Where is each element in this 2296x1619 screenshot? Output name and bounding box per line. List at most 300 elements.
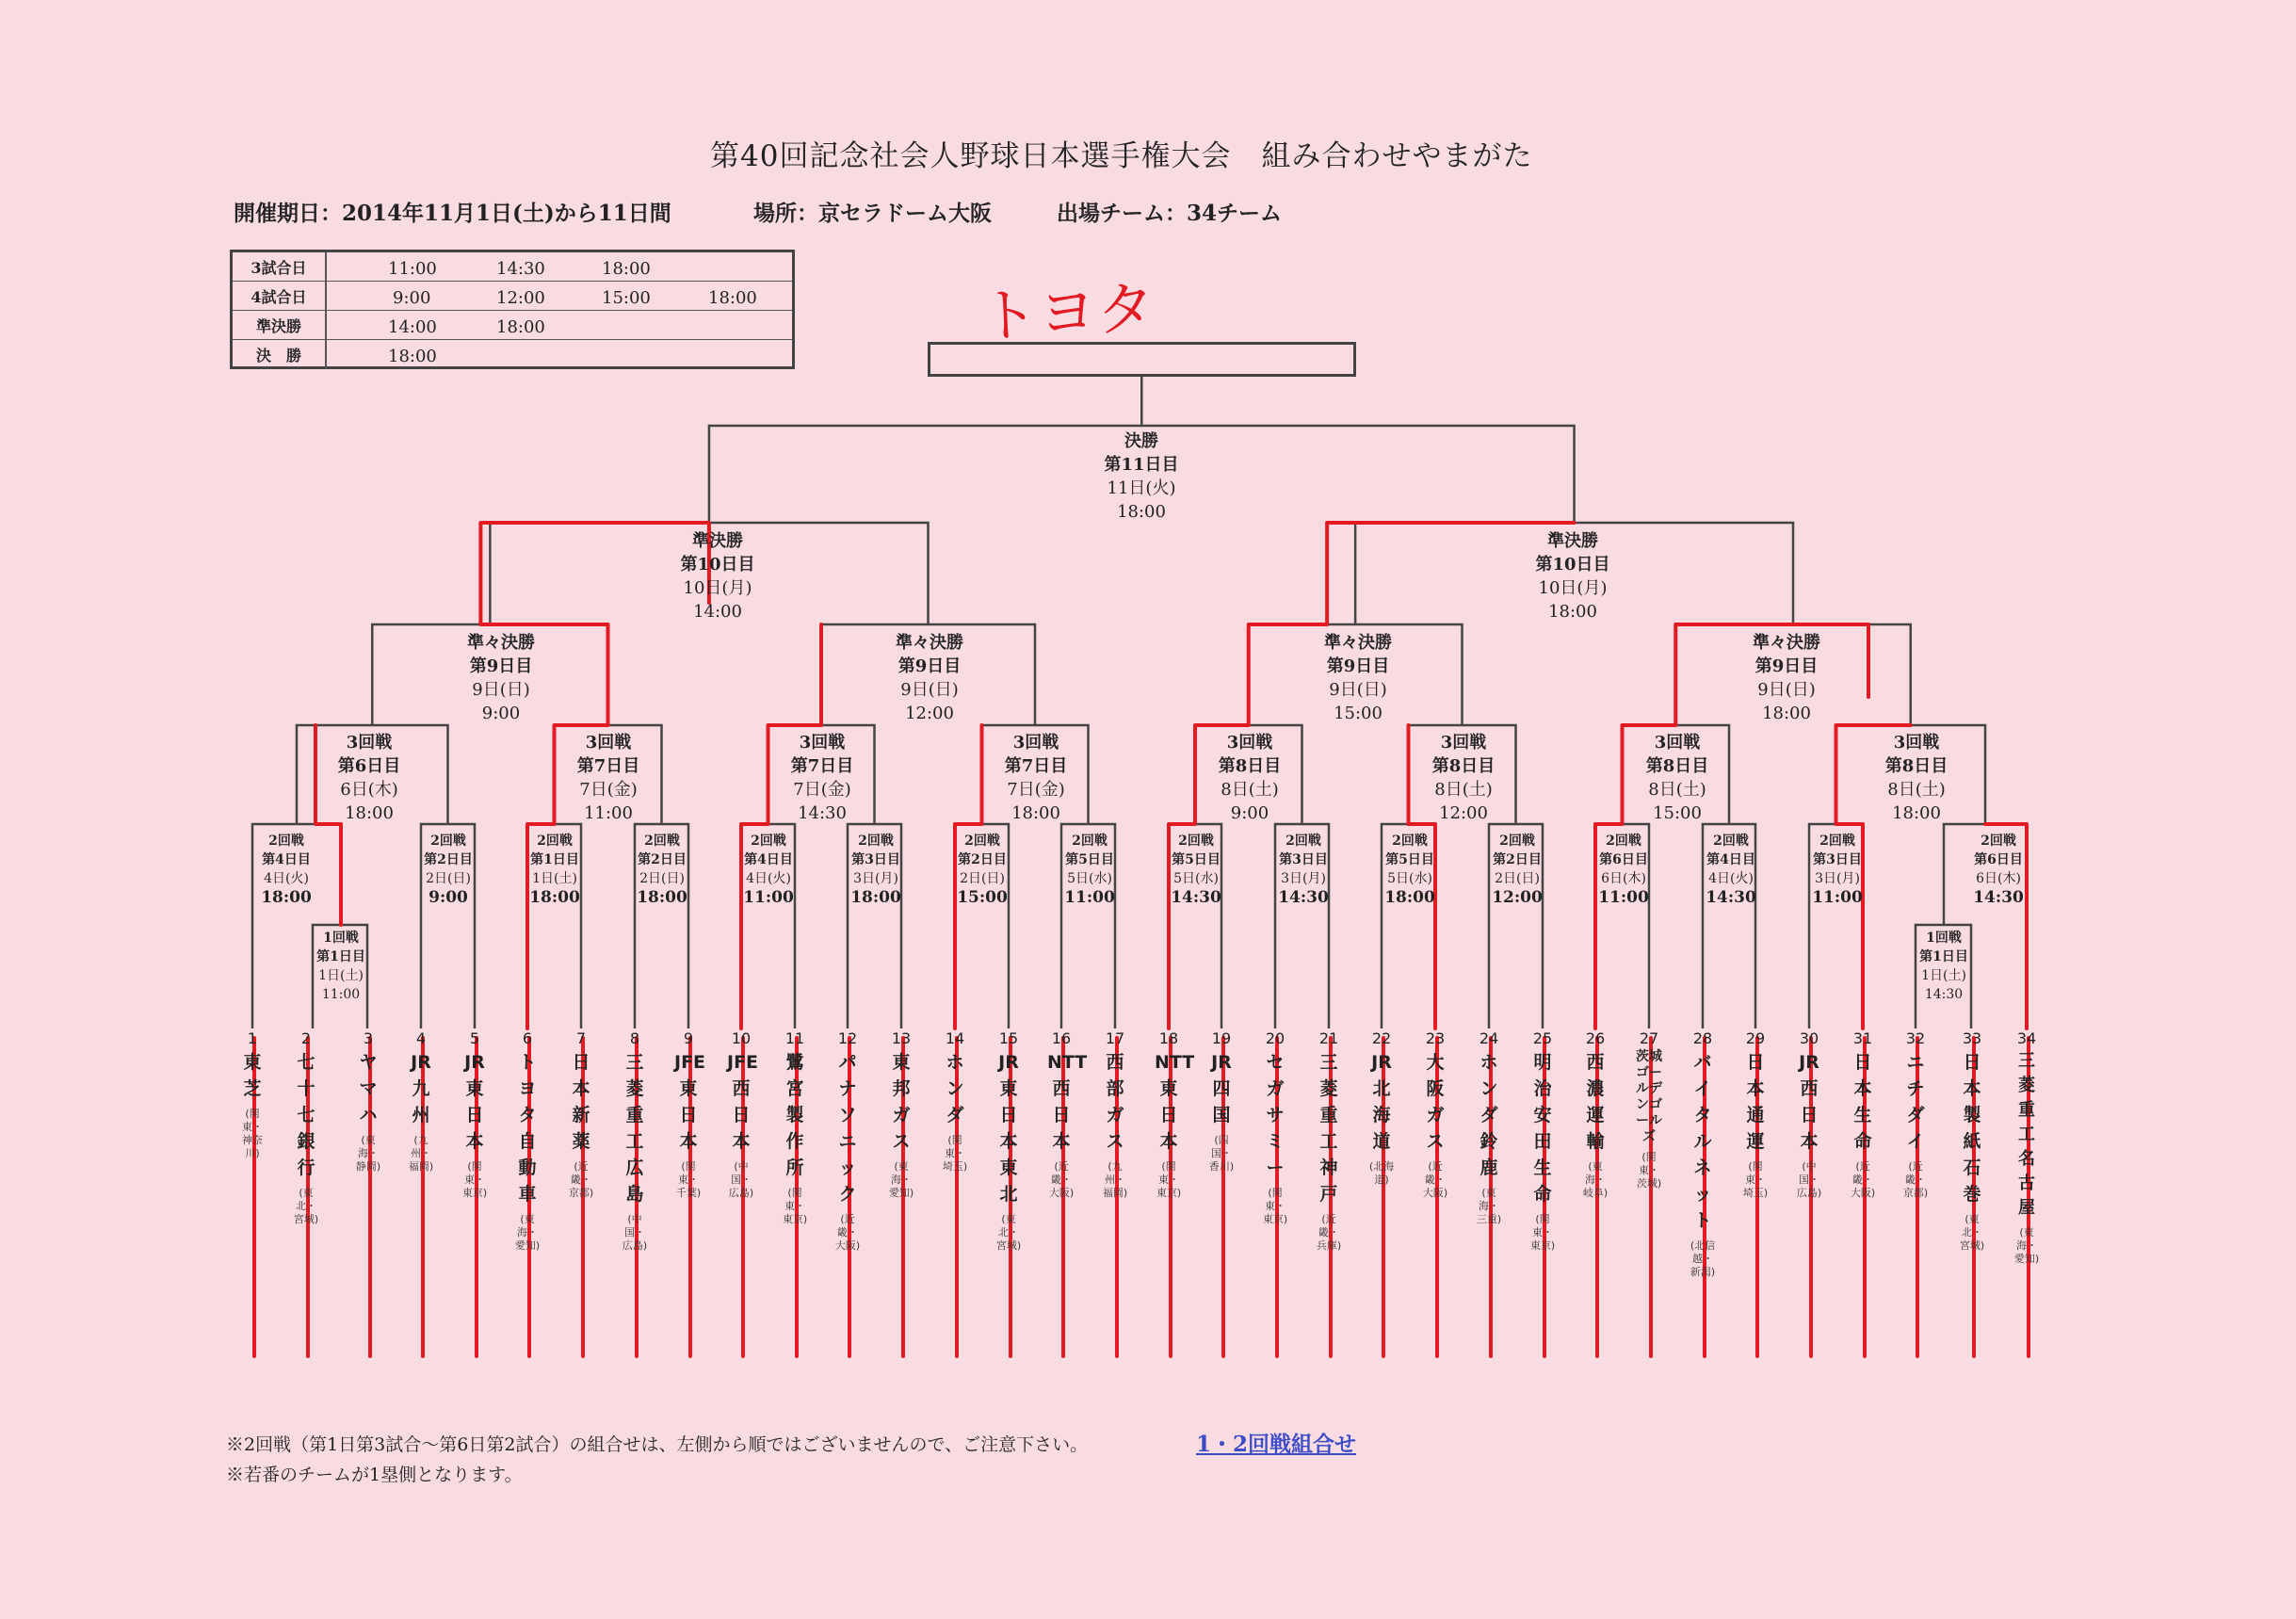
match-round: 3回戦 <box>1012 733 1059 753</box>
team-number: 26 <box>1585 1029 1606 1047</box>
team-slot-18 <box>1155 1029 1195 1200</box>
team-slot-19 <box>1207 1030 1236 1174</box>
match-qf <box>1753 631 1820 725</box>
match-qf <box>1324 631 1392 725</box>
match-day: 第6日目 <box>337 756 401 776</box>
match-date: 4日(火) <box>1708 871 1754 886</box>
team-slot-16 <box>1047 1029 1088 1200</box>
schedule-label: 準決勝 <box>233 311 327 339</box>
team-name: トヨタ自動車 <box>518 1052 537 1205</box>
match-r2 <box>1706 832 1756 907</box>
team-region: (近畿・大阪) <box>834 1213 861 1252</box>
team-name: ニチダイ <box>1906 1052 1925 1152</box>
team-name: ホンダ <box>946 1052 964 1125</box>
match-date: 2日(日) <box>960 871 1005 886</box>
schedule-time: 14:30 <box>496 259 545 279</box>
team-slot-11 <box>781 1030 809 1226</box>
match-date: 5日(水) <box>1173 871 1219 886</box>
schedule-label: 3試合日 <box>233 252 327 281</box>
match-time: 11:00 <box>1812 888 1863 907</box>
event-teams: 出場チーム：34チーム <box>1057 201 1283 226</box>
team-number: 29 <box>1745 1029 1766 1047</box>
match-time: 11:00 <box>743 888 794 907</box>
team-region: (近畿・大阪) <box>1422 1160 1448 1199</box>
match-date: 7日(金) <box>1007 780 1065 800</box>
match-r2 <box>1278 832 1329 907</box>
match-r2 <box>1064 832 1115 907</box>
team-number: 13 <box>891 1029 912 1047</box>
match-round: 3回戦 <box>799 733 846 753</box>
team-region: (関東・埼玉) <box>1742 1160 1769 1199</box>
team-slot-27 <box>1635 1030 1663 1190</box>
match-round: 2回戦 <box>1285 834 1321 849</box>
team-slot-4 <box>407 1030 435 1174</box>
team-region: (近畿・京都) <box>1902 1160 1929 1199</box>
match-round: 準決勝 <box>692 531 743 551</box>
match-day: 第7日目 <box>1004 756 1068 776</box>
match-r2 <box>743 832 794 907</box>
match-semi-right <box>1535 529 1609 623</box>
schedule-time: 12:00 <box>496 288 545 308</box>
team-slot-5 <box>461 1030 489 1200</box>
match-day: 第2日目 <box>958 852 1007 867</box>
team-region: (四国・香川) <box>1208 1134 1235 1173</box>
team-name: 日本通運 <box>1746 1052 1765 1152</box>
event-venue: 場所：京セラドーム大阪 <box>753 201 992 226</box>
team-name: JR西日本 <box>1799 1052 1819 1152</box>
team-region: (関東・東京) <box>1156 1160 1182 1199</box>
team-region: (東北・宮城) <box>293 1187 319 1225</box>
team-number: 17 <box>1105 1029 1125 1047</box>
match-final <box>1104 429 1178 524</box>
match-date: 9日(日) <box>900 680 959 700</box>
team-name: 七十七銀行 <box>297 1052 315 1178</box>
team-number: 3 <box>363 1029 374 1047</box>
match-day: 第2日目 <box>638 852 687 867</box>
match-round: 2回戦 <box>1072 834 1108 849</box>
match-round: 3回戦 <box>346 733 393 753</box>
match-r2 <box>1171 832 1221 907</box>
schedule-time: 18:00 <box>388 347 437 366</box>
match-round: 1回戦 <box>323 931 359 946</box>
match-time: 14:30 <box>1973 888 2024 907</box>
team-region: (近畿・大阪) <box>1850 1160 1876 1199</box>
match-time: 18:00 <box>1548 602 1597 622</box>
team-region: (近畿・京都) <box>568 1160 594 1199</box>
team-region: (関東・茨城) <box>1636 1151 1662 1190</box>
match-r2 <box>1598 832 1649 907</box>
match-date: 8日(土) <box>1648 780 1706 800</box>
team-number: 32 <box>1905 1029 1926 1047</box>
team-slot-33 <box>1958 1030 1986 1253</box>
match-round: 準々決勝 <box>467 633 535 653</box>
team-slot-25 <box>1528 1030 1557 1253</box>
team-name: JFE西日本 <box>727 1052 759 1152</box>
team-region: (東海・静岡) <box>355 1134 381 1173</box>
match-date: 3日(月) <box>1815 871 1860 886</box>
team-name: 西濃運輸 <box>1586 1052 1605 1152</box>
team-number: 33 <box>1962 1029 1982 1047</box>
match-day: 第3日目 <box>1813 852 1862 867</box>
match-r2 <box>850 832 901 907</box>
match-day: 第4日目 <box>1706 852 1755 867</box>
match-r1 <box>1919 929 1968 1004</box>
match-r3 <box>1005 731 1068 825</box>
team-region: (関東・東京) <box>782 1187 808 1225</box>
match-round: 2回戦 <box>964 834 1000 849</box>
match-round: 2回戦 <box>1392 834 1428 849</box>
team-number: 9 <box>683 1029 694 1047</box>
team-name: 大阪ガス <box>1426 1052 1445 1152</box>
schedule-label: 決 勝 <box>233 340 327 369</box>
match-round: 2回戦 <box>268 834 304 849</box>
team-name: JR九州 <box>411 1052 431 1125</box>
match-time: 15:00 <box>957 888 1008 907</box>
match-day: 第9日目 <box>469 656 533 676</box>
team-name: JR北海道 <box>1371 1052 1392 1152</box>
match-round: 決勝 <box>1124 431 1158 451</box>
team-region: (近畿・兵庫) <box>1316 1213 1342 1252</box>
page-title: 第40回記念社会人野球日本選手権大会 組み合わせやまがた <box>710 139 1533 173</box>
team-region: (九州・福岡) <box>408 1134 434 1173</box>
match-date: 9日(日) <box>1329 680 1387 700</box>
match-date: 4日(火) <box>746 871 791 886</box>
match-date: 9日(日) <box>472 680 530 700</box>
schedule-time: 14:00 <box>388 317 437 337</box>
team-number: 28 <box>1692 1029 1713 1047</box>
match-time: 11:00 <box>1598 888 1649 907</box>
team-region: (東海・愛知) <box>888 1160 914 1199</box>
match-date: 9日(日) <box>1757 680 1816 700</box>
match-time: 18:00 <box>1011 803 1060 823</box>
winner-marker <box>741 624 821 1028</box>
team-region: (関東・東京) <box>1262 1187 1288 1225</box>
match-day: 第2日目 <box>1493 852 1542 867</box>
match-date: 2日(日) <box>639 871 685 886</box>
match-day: 第11日目 <box>1104 455 1179 475</box>
team-number: 15 <box>998 1029 1019 1047</box>
match-time: 15:00 <box>1334 704 1382 723</box>
team-slot-32 <box>1901 1030 1930 1200</box>
match-date: 8日(土) <box>1221 780 1279 800</box>
match-time: 14:30 <box>1706 888 1756 907</box>
team-name: 明治安田生命 <box>1533 1052 1552 1205</box>
match-day: 第7日目 <box>790 756 854 776</box>
match-time: 14:30 <box>1924 987 1964 1002</box>
match-r3 <box>1219 731 1282 825</box>
match-day: 第3日目 <box>1279 852 1328 867</box>
match-date: 8日(土) <box>1434 780 1493 800</box>
team-region: (関東・東京) <box>1529 1213 1556 1252</box>
match-time: 12:00 <box>905 704 954 723</box>
schedule-time: 9:00 <box>393 288 431 308</box>
match-round: 3回戦 <box>1893 733 1940 753</box>
team-name: JR東日本東北 <box>998 1052 1019 1205</box>
team-slot-2 <box>292 1030 320 1226</box>
match-day: 第10日目 <box>1535 555 1610 575</box>
team-slot-29 <box>1741 1030 1770 1200</box>
match-day: 第8日目 <box>1884 756 1948 776</box>
team-number: 20 <box>1265 1029 1285 1047</box>
handwritten-winner: トヨタ <box>978 273 1157 351</box>
match-day: 第1日目 <box>530 852 579 867</box>
team-name: 日本生命 <box>1853 1052 1872 1152</box>
match-round: 2回戦 <box>1819 834 1855 849</box>
team-name: 鷺宮製作所 <box>785 1052 804 1178</box>
team-region: (東海・岐阜) <box>1582 1160 1609 1199</box>
team-number: 2 <box>300 1029 312 1047</box>
match-day: 第9日目 <box>1326 656 1390 676</box>
match-round: 2回戦 <box>858 834 894 849</box>
team-number: 8 <box>629 1029 640 1047</box>
match-time: 18:00 <box>1892 803 1941 823</box>
winner-marker <box>1595 624 1868 1028</box>
match-date: 6日(木) <box>340 780 398 800</box>
team-number: 21 <box>1318 1029 1339 1047</box>
team-slot-20 <box>1261 1030 1289 1226</box>
match-round: 2回戦 <box>1981 834 2016 849</box>
match-date: 1日(土) <box>532 871 577 886</box>
match-time: 18:00 <box>261 888 312 907</box>
team-name: NTT東日本 <box>1155 1052 1195 1152</box>
team-slot-15 <box>994 1030 1023 1253</box>
match-date: 5日(水) <box>1067 871 1112 886</box>
team-number: 23 <box>1425 1029 1446 1047</box>
match-time: 11:00 <box>321 987 361 1002</box>
schedule-time: 18:00 <box>708 288 757 308</box>
match-time: 18:00 <box>345 803 394 823</box>
match-round: 準決勝 <box>1547 531 1598 551</box>
team-name: バイタルネット <box>1693 1052 1712 1231</box>
match-day: 第8日目 <box>1218 756 1282 776</box>
team-name: セガサミー <box>1266 1052 1285 1178</box>
match-date: 6日(木) <box>1976 871 2021 886</box>
match-round: 3回戦 <box>1440 733 1487 753</box>
match-date: 1日(土) <box>1921 968 1966 983</box>
match-time: 14:30 <box>1171 888 1221 907</box>
team-name: ヤマハ <box>359 1052 378 1125</box>
match-r1 <box>316 929 365 1004</box>
team-name: 三菱重工名古屋 <box>2018 1051 2035 1218</box>
match-round: 2回戦 <box>1713 834 1749 849</box>
match-time: 18:00 <box>1117 502 1166 522</box>
match-day: 第5日目 <box>1385 852 1434 867</box>
match-date: 3日(月) <box>1281 871 1326 886</box>
match-day: 第3日目 <box>851 852 900 867</box>
schedule-time: 15:00 <box>602 288 651 308</box>
match-r2 <box>1812 832 1863 907</box>
match-r3 <box>577 731 640 825</box>
match-r2 <box>957 832 1008 907</box>
match-time: 11:00 <box>1064 888 1115 907</box>
team-number: 14 <box>945 1029 965 1047</box>
note-round2-order: ※2回戦（第1日第3試合～第6日第2試合）の組合せは、左側から順ではございませんので、ご注意下さい。 <box>226 1434 1089 1455</box>
match-round: 3回戦 <box>585 733 632 753</box>
team-region: (東北・宮城) <box>1959 1213 1985 1252</box>
team-slot-31 <box>1849 1030 1877 1200</box>
match-round: 2回戦 <box>644 834 680 849</box>
match-r2 <box>424 832 473 907</box>
match-r2 <box>1973 832 2024 907</box>
match-round: 3回戦 <box>1226 733 1273 753</box>
match-day: 第4日目 <box>262 852 311 867</box>
team-name: JR東日本 <box>464 1052 485 1152</box>
team-name: NTT西日本 <box>1047 1052 1088 1152</box>
match-day: 第8日目 <box>1645 756 1709 776</box>
team-slot-3 <box>354 1030 382 1174</box>
match-day: 第6日目 <box>1974 852 2023 867</box>
match-date: 5日(水) <box>1387 871 1432 886</box>
team-slot-21 <box>1315 1030 1343 1253</box>
match-time: 18:00 <box>850 888 901 907</box>
team-slot-14 <box>941 1030 969 1174</box>
team-region: (近畿・大阪) <box>1048 1160 1075 1199</box>
match-time: 18:00 <box>1762 704 1811 723</box>
team-name: 日本新薬 <box>572 1052 590 1152</box>
team-number: 19 <box>1211 1029 1232 1047</box>
team-slot-17 <box>1101 1030 1129 1200</box>
match-round: 2回戦 <box>1178 834 1214 849</box>
team-region: (中国・広島) <box>1796 1160 1822 1199</box>
team-number: 5 <box>469 1029 480 1047</box>
team-number: 30 <box>1799 1029 1819 1047</box>
match-r3 <box>1885 731 1948 825</box>
match-date: 10日(月) <box>683 578 752 598</box>
match-date: 11日(火) <box>1107 478 1176 498</box>
team-region: (中国・広島) <box>728 1160 754 1199</box>
match-qf <box>467 631 535 725</box>
match-time: 12:00 <box>1492 888 1543 907</box>
team-name: 西部ガス <box>1106 1052 1124 1152</box>
match-r2 <box>1492 832 1543 907</box>
match-time: 9:00 <box>428 888 468 907</box>
team-region: (東海・愛知) <box>2013 1226 2040 1265</box>
round1-2-pairing-link[interactable]: 1・2回戦組合せ <box>1196 1432 1357 1457</box>
team-number: 10 <box>731 1029 752 1047</box>
team-slot-30 <box>1795 1030 1823 1200</box>
team-slot-26 <box>1581 1030 1609 1200</box>
match-time: 18:00 <box>637 888 687 907</box>
team-number: 16 <box>1051 1029 1072 1047</box>
team-name: 東芝 <box>243 1052 262 1099</box>
team-number: 31 <box>1852 1029 1873 1047</box>
team-region: (関東・東京) <box>461 1160 488 1199</box>
team-region: (北海道) <box>1368 1160 1395 1186</box>
team-name: 三菱重工神戸 <box>1319 1052 1338 1205</box>
match-semi-left <box>680 529 754 623</box>
match-day: 第7日目 <box>576 756 640 776</box>
match-day: 第5日目 <box>1172 852 1221 867</box>
match-r2 <box>261 832 312 907</box>
team-number: 22 <box>1371 1029 1392 1047</box>
match-r3 <box>1432 731 1496 825</box>
team-name: 茨城ゴールデンゴールズ <box>1636 1049 1662 1144</box>
team-region: (東海・三重) <box>1476 1187 1502 1225</box>
match-round: 2回戦 <box>537 834 573 849</box>
team-slot-13 <box>887 1030 915 1200</box>
match-r2 <box>529 832 580 907</box>
team-number: 11 <box>784 1029 805 1047</box>
match-date: 3日(月) <box>853 871 898 886</box>
match-time: 12:00 <box>1439 803 1488 823</box>
match-day: 第1日目 <box>316 949 365 964</box>
match-day: 第8日目 <box>1431 756 1496 776</box>
match-date: 7日(金) <box>579 780 638 800</box>
match-r3 <box>1646 731 1709 825</box>
team-region: (関東・千葉) <box>675 1160 702 1199</box>
match-round: 2回戦 <box>1606 834 1641 849</box>
team-name: 日本製紙石巻 <box>1963 1052 1981 1205</box>
team-number: 18 <box>1158 1029 1179 1047</box>
team-number: 1 <box>247 1029 258 1047</box>
match-time: 18:00 <box>1384 888 1435 907</box>
schedule-time: 18:00 <box>496 317 545 337</box>
match-date: 1日(土) <box>318 968 364 983</box>
match-day: 第2日目 <box>424 852 473 867</box>
team-number: 12 <box>837 1029 858 1047</box>
match-time: 18:00 <box>529 888 580 907</box>
match-day: 第6日目 <box>1599 852 1648 867</box>
match-round: 準々決勝 <box>896 633 963 653</box>
schedule-time: 18:00 <box>602 259 651 279</box>
team-number: 27 <box>1639 1029 1659 1047</box>
match-date: 6日(木) <box>1601 871 1646 886</box>
team-number: 34 <box>2016 1029 2037 1047</box>
team-number: 4 <box>415 1029 427 1047</box>
team-region: (東海・愛知) <box>514 1213 541 1252</box>
match-round: 準々決勝 <box>1753 633 1820 653</box>
match-day: 第9日目 <box>1754 656 1819 676</box>
match-date: 4日(火) <box>264 871 309 886</box>
team-region: (東北・宮城) <box>995 1213 1022 1252</box>
team-slot-8 <box>621 1030 649 1253</box>
team-slot-1 <box>238 1030 267 1160</box>
match-day: 第10日目 <box>680 555 755 575</box>
schedule-label: 4試合日 <box>233 282 327 310</box>
team-slot-12 <box>833 1030 862 1253</box>
team-name: JFE東日本 <box>674 1052 706 1152</box>
team-slot-22 <box>1367 1030 1396 1187</box>
team-region: (関東・埼玉) <box>942 1134 968 1173</box>
team-number: 6 <box>522 1029 533 1047</box>
team-name: パナソニック <box>838 1052 857 1205</box>
team-slot-6 <box>513 1030 542 1253</box>
match-round: 2回戦 <box>1499 834 1535 849</box>
match-date: 2日(日) <box>426 871 471 886</box>
team-number: 7 <box>575 1029 587 1047</box>
team-region: (北信越・新潟) <box>1690 1239 1716 1278</box>
event-dates: 開催期日：2014年11月1日(土)から11日間 <box>234 201 671 226</box>
match-time: 14:00 <box>693 602 742 622</box>
match-day: 第9日目 <box>897 656 962 676</box>
team-slot-24 <box>1475 1030 1503 1226</box>
match-day: 第4日目 <box>744 852 793 867</box>
match-day: 第5日目 <box>1065 852 1114 867</box>
match-qf <box>896 631 963 725</box>
match-r2 <box>637 832 687 907</box>
match-day: 第1日目 <box>1919 949 1968 964</box>
match-round: 1回戦 <box>1926 931 1962 946</box>
match-round: 2回戦 <box>751 834 786 849</box>
team-slot-7 <box>567 1030 595 1200</box>
match-r2 <box>1384 832 1435 907</box>
match-r3 <box>791 731 854 825</box>
team-name: JR四国 <box>1211 1052 1232 1125</box>
team-slot-28 <box>1689 1030 1717 1279</box>
match-date: 10日(月) <box>1538 578 1608 598</box>
team-region: (関東・神奈川) <box>242 1108 263 1159</box>
match-round: 3回戦 <box>1654 733 1701 753</box>
